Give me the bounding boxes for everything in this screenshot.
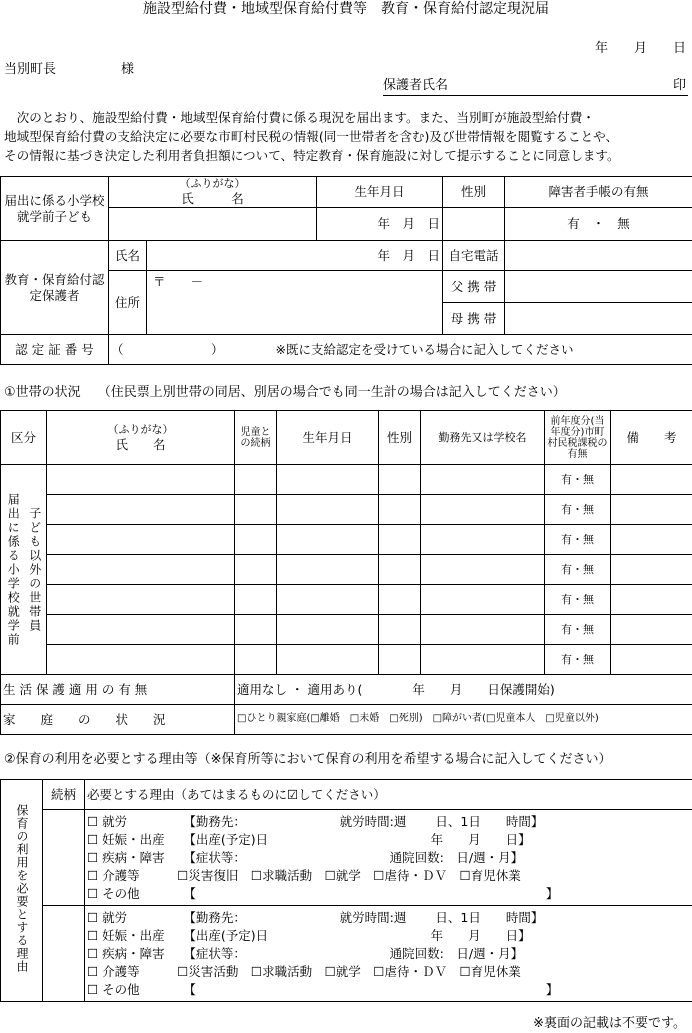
member-relation-field[interactable] xyxy=(235,495,277,525)
postal-code: 〒 － xyxy=(153,274,204,289)
submission-date[interactable]: 年 月 日 xyxy=(594,41,686,56)
member-work-field[interactable] xyxy=(421,495,545,525)
member-work-field[interactable] xyxy=(421,615,545,645)
section1-heading: ①世帯の状況 （住民票上別世帯の同居、別居の場合でも同一生計の場合は記入してください） xyxy=(4,385,566,400)
birthdate-header: 生年月日 xyxy=(317,177,443,208)
member-gender-header: 性別 xyxy=(379,411,421,465)
tax-yes-no[interactable]: 有・無 xyxy=(545,645,611,675)
member-remarks-field[interactable] xyxy=(611,555,692,585)
member-name-field[interactable] xyxy=(47,645,235,675)
tax-yes-no[interactable]: 有・無 xyxy=(545,495,611,525)
member-birth-field[interactable] xyxy=(277,465,379,495)
member-remarks-field[interactable] xyxy=(611,615,692,645)
cert-number-paren: （ ） xyxy=(111,341,224,357)
reason-care[interactable]: ☐ 介護等 ☐災害活動 ☐求職活動 ☐就学 ☐虐待・ＤＶ ☐育児休業 xyxy=(87,963,521,979)
tax-yes-no[interactable]: 有・無 xyxy=(545,555,611,585)
member-gender-field[interactable] xyxy=(379,645,421,675)
guardian-signature-line[interactable] xyxy=(383,78,688,96)
disability-header: 障害者手帳の有無 xyxy=(505,177,692,208)
child-name-field[interactable] xyxy=(109,208,317,241)
home-phone-label: 自宅電話 xyxy=(443,241,505,271)
guardian-row-label: 教育・保育給付認定保護者 xyxy=(1,241,109,335)
cert-number-field[interactable] xyxy=(109,335,692,365)
reason-work[interactable]: ☐ 就労 【勤務先： 就労時間:週 日、1日 時間】 xyxy=(87,813,544,829)
guardian-birthdate-field[interactable]: 年 月 日 xyxy=(147,241,443,271)
member-work-field[interactable] xyxy=(421,585,545,615)
cert-number-label: 認 定 証 番 号 xyxy=(1,335,109,365)
member-remarks-field[interactable] xyxy=(611,585,692,615)
member-birth-field[interactable] xyxy=(277,645,379,675)
reason-pregnancy[interactable]: ☐ 妊娠・出産 【出産(予定)日 年 月 日】 xyxy=(87,927,531,943)
member-birth-field[interactable] xyxy=(277,555,379,585)
member-name-field[interactable] xyxy=(47,495,235,525)
reason-work[interactable]: ☐ 就労 【勤務先： 就労時間:週 日、1日 時間】 xyxy=(87,909,544,925)
member-remarks-field[interactable] xyxy=(611,495,692,525)
addressee: 当別町長 様 xyxy=(4,62,135,77)
intro-line-2: 地域型保育給付費の支給決定に必要な市町村民税の情報(同一世帯者を含む)及び世帯情報を閲覧することや、 xyxy=(4,129,619,144)
member-name-field[interactable] xyxy=(47,585,235,615)
consent-statement xyxy=(4,108,690,165)
care-relation-field-2[interactable] xyxy=(43,906,85,1002)
member-gender-field[interactable] xyxy=(379,465,421,495)
member-gender-field[interactable] xyxy=(379,585,421,615)
member-work-field[interactable] xyxy=(421,525,545,555)
member-relation-field[interactable] xyxy=(235,585,277,615)
member-birth-field[interactable] xyxy=(277,525,379,555)
member-birth-field[interactable] xyxy=(277,585,379,615)
member-remarks-field[interactable] xyxy=(611,465,692,495)
member-gender-field[interactable] xyxy=(379,555,421,585)
member-birth-field[interactable] xyxy=(277,615,379,645)
form-title: 施設型給付費・地域型保育給付費等 教育・保育給付認定現況届 xyxy=(143,1,549,17)
care-side-label: 保育の利用を必要とする理由 xyxy=(1,780,43,1002)
father-mobile-field[interactable] xyxy=(505,271,692,303)
member-name-field[interactable] xyxy=(47,465,235,495)
member-remarks-field[interactable] xyxy=(611,645,692,675)
member-gender-field[interactable] xyxy=(379,525,421,555)
member-remarks-field[interactable] xyxy=(611,525,692,555)
intro-line-3: その情報に基づき決定した利用者負担額について、特定教育・保育施設に対して提示することに同意します。 xyxy=(4,148,620,163)
kubun-header: 区分 xyxy=(1,411,47,465)
address-label: 住所 xyxy=(109,271,147,335)
member-gender-field[interactable] xyxy=(379,495,421,525)
reason-illness[interactable]: ☐ 疾病・障害 【症状等： 通院回数: 日/週・月】 xyxy=(87,945,524,961)
tax-yes-no[interactable]: 有・無 xyxy=(545,615,611,645)
tax-yes-no[interactable]: 有・無 xyxy=(545,465,611,495)
tax-header: 前年度分(当年度分)市町村民税課税の有無 xyxy=(545,411,611,465)
guardian-name-label: 保護者氏名 xyxy=(383,78,449,93)
father-mobile-label: 父 携 帯 xyxy=(443,271,505,303)
disability-yes-no[interactable]: 有 ・ 無 xyxy=(505,208,692,241)
intro-line-1: 次のとおり、施設型給付費・地域型保育給付費に係る現況を届出ます。また、当別町が施設型給付費・ xyxy=(4,110,595,125)
address-field[interactable] xyxy=(147,271,443,335)
member-name-field[interactable] xyxy=(47,615,235,645)
welfare-value[interactable]: 適用なし ・ 適用あり( 年 月 日保護開始) xyxy=(235,675,692,705)
work-header: 勤務先又は学校名 xyxy=(421,411,545,465)
remarks-header: 備 考 xyxy=(611,411,692,465)
home-phone-field[interactable] xyxy=(505,241,692,271)
member-gender-field[interactable] xyxy=(379,615,421,645)
member-relation-field[interactable] xyxy=(235,645,277,675)
reason-illness[interactable]: ☐ 疾病・障害 【症状等： 通院回数: 日/週・月】 xyxy=(87,849,524,865)
seal-mark: 印 xyxy=(672,78,686,93)
member-name-field[interactable] xyxy=(47,555,235,585)
member-relation-field[interactable] xyxy=(235,555,277,585)
member-relation-field[interactable] xyxy=(235,465,277,495)
care-relation-field-1[interactable] xyxy=(43,810,85,906)
reason-pregnancy[interactable]: ☐ 妊娠・出産 【出産(予定)日 年 月 日】 xyxy=(87,831,531,847)
family-label: 家 庭 の 状 況 xyxy=(1,705,235,735)
member-work-field[interactable] xyxy=(421,555,545,585)
member-birth-field[interactable] xyxy=(277,495,379,525)
child-guardian-table xyxy=(0,176,692,365)
member-work-field[interactable] xyxy=(421,465,545,495)
member-name-header: （ふりがな） 氏 名 xyxy=(47,411,235,465)
footer-note: ※裏面の記載は不要です。 xyxy=(533,1016,686,1031)
child-row-label: 届出に係る小学校就学前子ども xyxy=(1,177,109,241)
care-reason-table xyxy=(0,779,692,1002)
family-value[interactable]: □ひとり親家庭(□離婚 □未婚 □死別) □障がい者(□児童本人 □児童以外) xyxy=(235,705,692,735)
member-work-field[interactable] xyxy=(421,645,545,675)
child-gender-field[interactable] xyxy=(443,208,505,241)
care-reason-block-2[interactable] xyxy=(85,906,692,1002)
household-side-label: 届出に係る小学校就学前 子ども以外の世帯員 xyxy=(1,465,47,675)
member-birth-header: 生年月日 xyxy=(277,411,379,465)
tax-yes-no[interactable]: 有・無 xyxy=(545,585,611,615)
reason-other[interactable]: ☐ その他 【 】 xyxy=(87,885,559,901)
child-name-header: （ふりがな） 氏 名 xyxy=(109,177,317,208)
relation-header: 児童との続柄 xyxy=(235,411,277,465)
guardian-name-label-cell: 氏名 xyxy=(109,241,147,271)
member-relation-field[interactable] xyxy=(235,615,277,645)
reason-other[interactable]: ☐ その他 【 】 xyxy=(87,981,559,997)
household-table xyxy=(0,410,692,735)
care-relation-header: 続柄 xyxy=(43,780,85,810)
mother-mobile-field[interactable] xyxy=(505,303,692,335)
gender-header: 性別 xyxy=(443,177,505,208)
reason-care[interactable]: ☐ 介護等 ☐災害復旧 ☐求職活動 ☐就学 ☐虐待・ＤＶ ☐育児休業 xyxy=(87,867,521,883)
mother-mobile-label: 母 携 帯 xyxy=(443,303,505,335)
care-reason-header: 必要とする理由（あてはまるものに☑してください） xyxy=(85,780,692,810)
child-birthdate-field[interactable]: 年 月 日 xyxy=(317,208,443,241)
cert-note: ※既に支給認定を受けている場合に記入してください xyxy=(275,341,574,357)
welfare-label: 生 活 保 護 適 用 の 有 無 xyxy=(1,675,235,705)
care-reason-block-1[interactable] xyxy=(85,810,692,906)
member-relation-field[interactable] xyxy=(235,525,277,555)
tax-yes-no[interactable]: 有・無 xyxy=(545,525,611,555)
member-name-field[interactable] xyxy=(47,525,235,555)
section2-heading: ②保育の利用を必要とする理由等（※保育所等において保育の利用を希望する場合に記入してください） xyxy=(4,752,612,767)
